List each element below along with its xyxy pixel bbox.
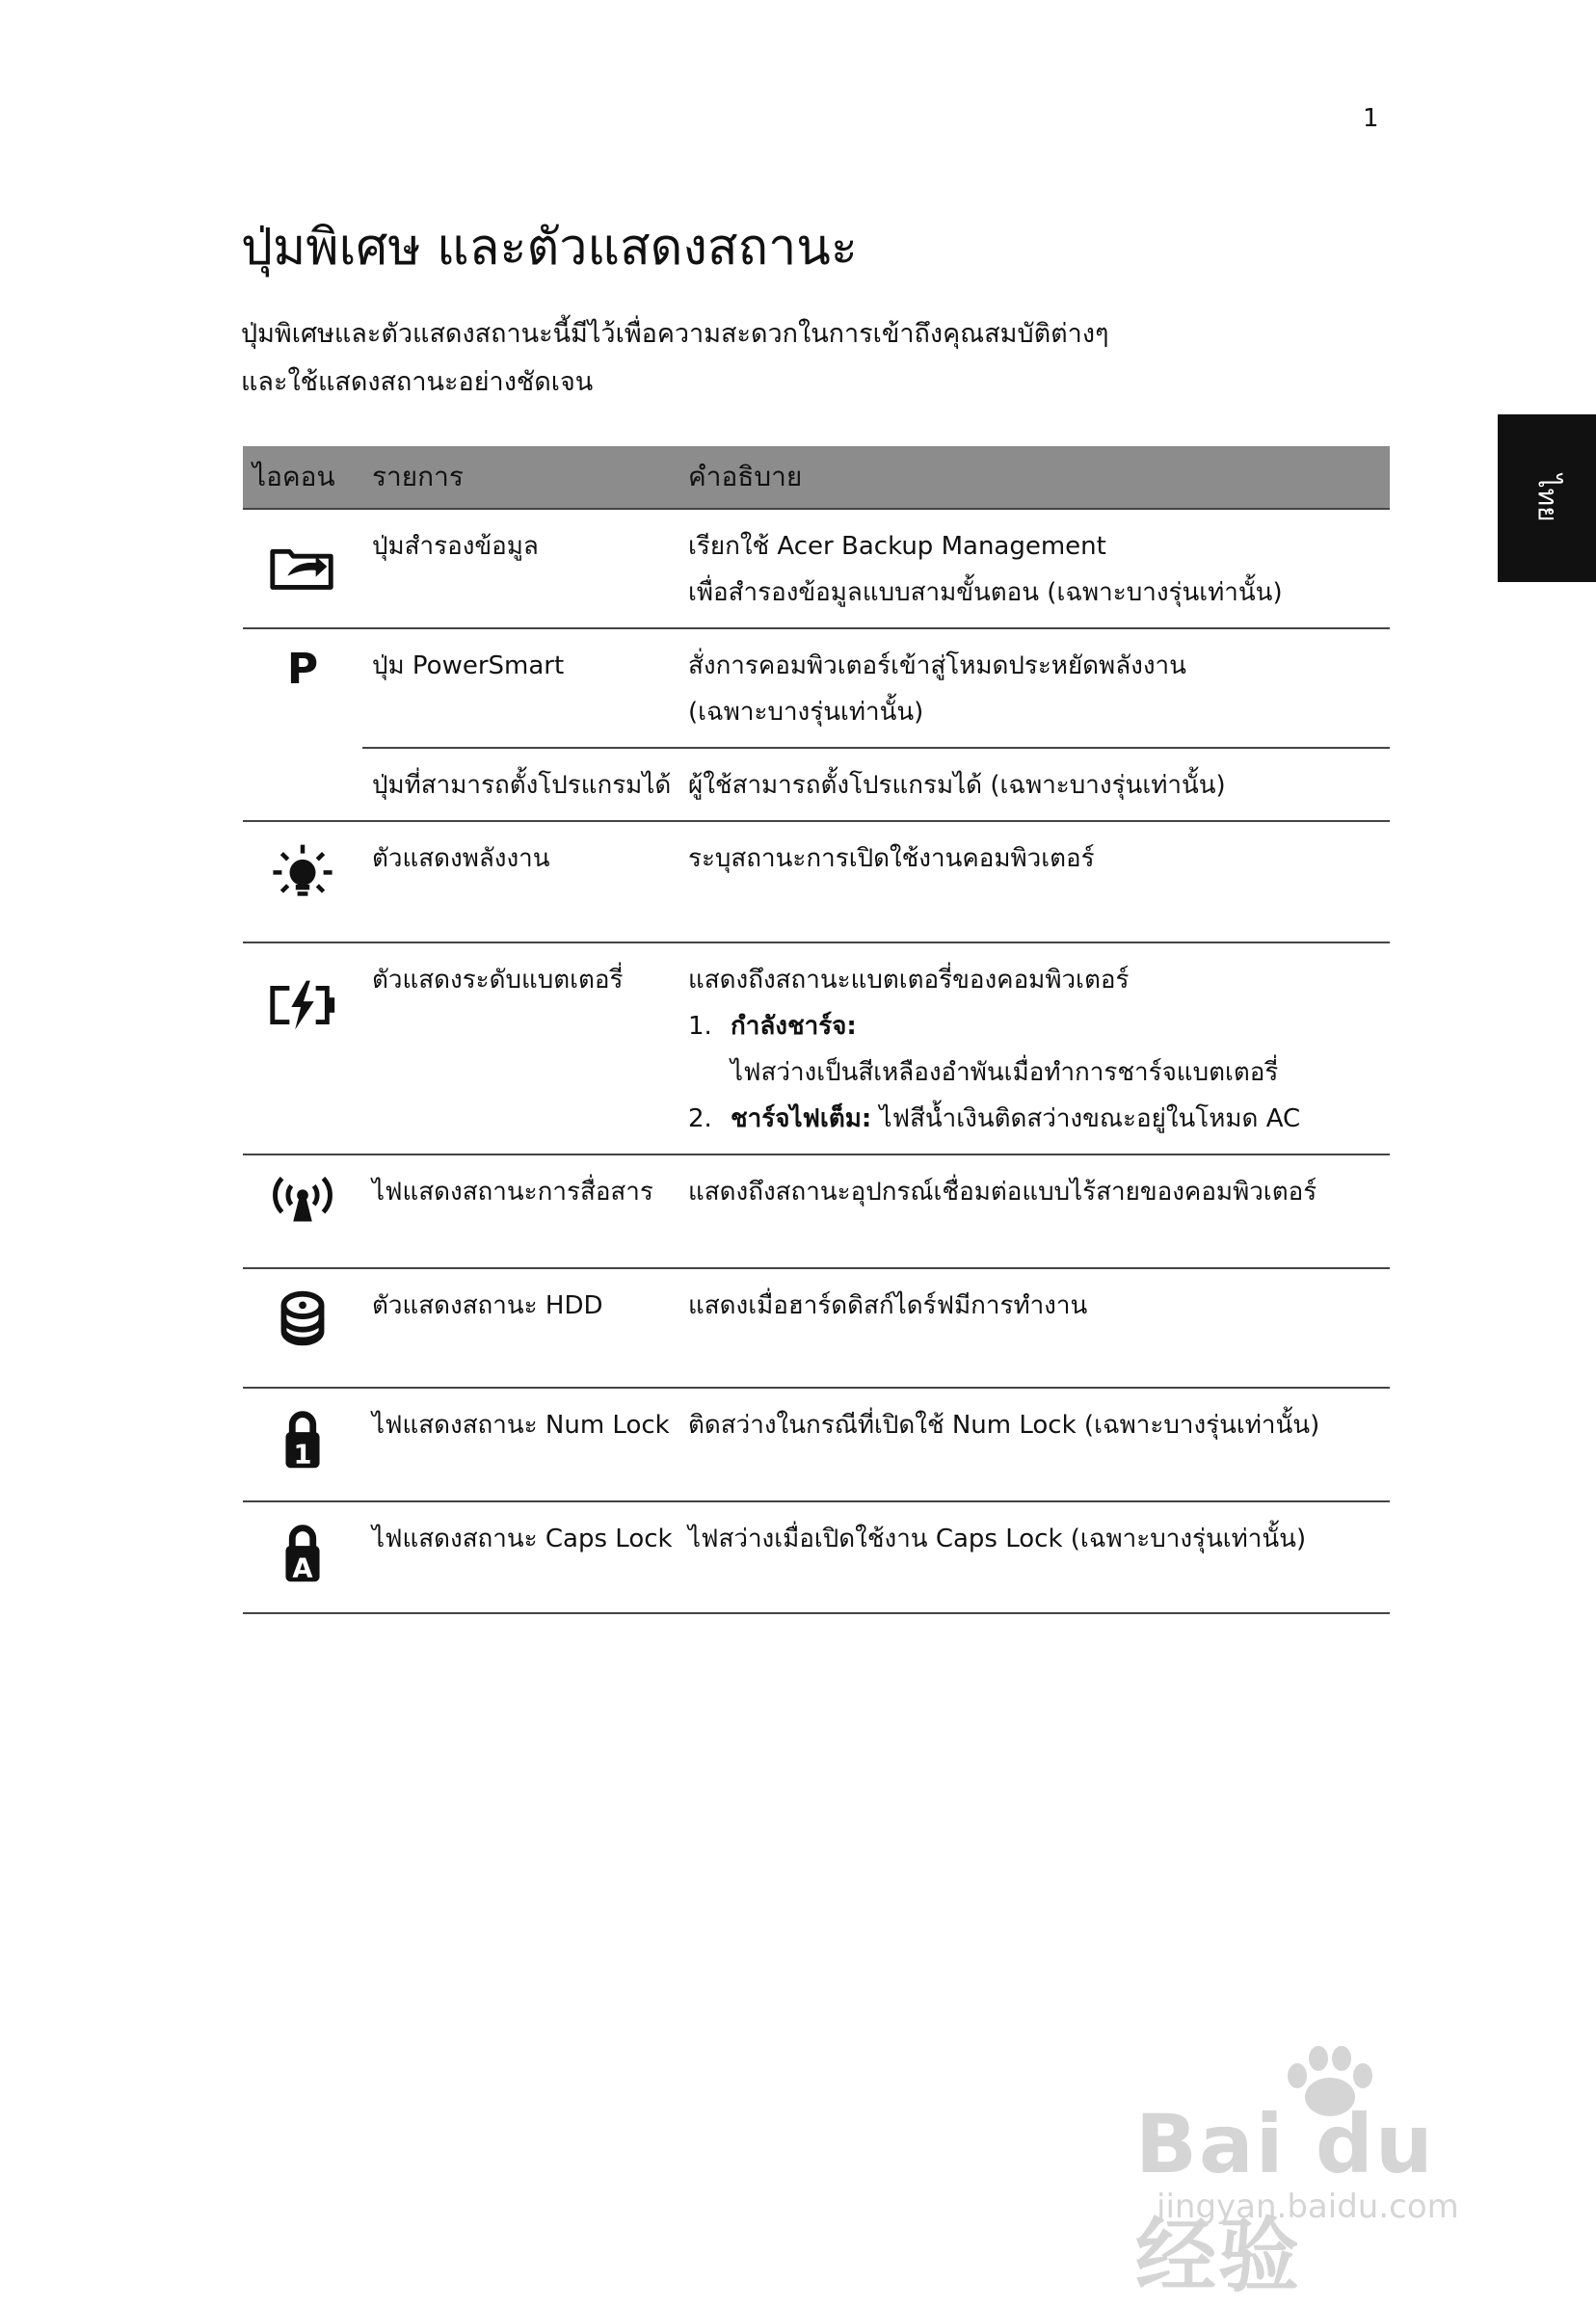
item-label: ปุ่ม PowerSmart bbox=[362, 628, 678, 748]
watermark-url: jingyan.baidu.com bbox=[1157, 2188, 1459, 2226]
battery-charging-icon bbox=[265, 970, 340, 1040]
intro-paragraph bbox=[241, 310, 1378, 407]
table-row bbox=[243, 509, 1390, 628]
list-label: ชาร์จไฟเต็ม: bbox=[731, 1104, 872, 1133]
header-description: คำอธิบาย bbox=[678, 446, 1390, 509]
description-line: ไฟสว่างเมื่อเปิดใช้งาน Caps Lock (เฉพาะบางรุ่นเท่านั้น) bbox=[678, 1501, 1390, 1613]
table-row bbox=[243, 1388, 1390, 1501]
description-line: สั่งการคอมพิวเตอร์เข้าสู่โหมดประหยัดพลังงาน bbox=[688, 651, 1186, 680]
page-number: 1 bbox=[1363, 104, 1379, 133]
table-row bbox=[243, 821, 1390, 942]
page-title: ปุ่มพิเศษ และตัวแสดงสถานะ bbox=[241, 219, 858, 277]
header-item: รายการ bbox=[362, 446, 678, 509]
table-row bbox=[243, 1154, 1390, 1268]
hdd-icon bbox=[265, 1285, 340, 1354]
indicator-table bbox=[243, 446, 1390, 1614]
powersmart-p-icon: P bbox=[286, 645, 319, 694]
table-row bbox=[243, 1268, 1390, 1388]
header-icon: ไอคอน bbox=[243, 446, 362, 509]
item-label: ไฟแสดงสถานะการสื่อสาร bbox=[362, 1154, 678, 1268]
item-label: ปุ่มที่สามารถตั้งโปรแกรมได้ bbox=[362, 748, 678, 821]
item-label: ตัวแสดงระดับแบตเตอรี่ bbox=[362, 942, 678, 1154]
item-label: ไฟแสดงสถานะ Num Lock bbox=[362, 1388, 678, 1501]
list-text: ไฟสีน้ำเงินติดสว่างขณะอยู่ในโหมด AC bbox=[871, 1104, 1301, 1133]
description-line: เพื่อสำรองข้อมูลแบบสามขั้นตอน (เฉพาะบางรุ่นเท่านั้น) bbox=[688, 578, 1283, 607]
table-row bbox=[243, 1501, 1390, 1613]
backup-icon bbox=[265, 529, 340, 598]
intro-line: และใช้แสดงสถานะอย่างชัดเจน bbox=[241, 367, 594, 397]
description-line: ติดสว่างในกรณีที่เปิดใช้ Num Lock (เฉพาะบางรุ่นเท่านั้น) bbox=[678, 1388, 1390, 1501]
description-line: แสดงถึงสถานะอุปกรณ์เชื่อมต่อแบบไร้สายของคอมพิวเตอร์ bbox=[678, 1154, 1390, 1268]
item-label: ปุ่มสำรองข้อมูล bbox=[362, 509, 678, 628]
item-label: ตัวแสดงสถานะ HDD bbox=[362, 1268, 678, 1388]
list-label: กำลังชาร์จ: bbox=[731, 1012, 857, 1041]
baidu-watermark bbox=[1118, 2043, 1542, 2303]
description-line: (เฉพาะบางรุ่นเท่านั้น) bbox=[688, 698, 924, 727]
caps-lock-icon bbox=[265, 1518, 340, 1587]
list-number: 1. bbox=[688, 1012, 712, 1041]
item-label: ตัวแสดงพลังงาน bbox=[362, 821, 678, 942]
intro-line: ปุ่มพิเศษและตัวแสดงสถานะนี้มีไว้เพื่อความสะดวกในการเข้าถึงคุณสมบัติต่างๆ bbox=[241, 319, 1109, 349]
description-line: ผู้ใช้สามารถตั้งโปรแกรมได้ (เฉพาะบางรุ่นเท่านั้น) bbox=[678, 748, 1390, 821]
table-row bbox=[243, 942, 1390, 1154]
list-number: 2. bbox=[688, 1104, 712, 1133]
list-item bbox=[688, 1096, 1380, 1142]
language-tab bbox=[1498, 414, 1596, 582]
description-line: แสดงเมื่อฮาร์ดดิสก์ไดร์ฟมีการทำงาน bbox=[678, 1268, 1390, 1388]
description-line: แสดงถึงสถานะแบตเตอรี่ของคอมพิวเตอร์ bbox=[688, 966, 1130, 995]
table-row bbox=[243, 628, 1390, 748]
item-label: ไฟแสดงสถานะ Caps Lock bbox=[362, 1501, 678, 1613]
language-tab-label: ไทย bbox=[1530, 474, 1563, 522]
caps-lock-glyph: A bbox=[292, 1553, 313, 1584]
num-lock-icon bbox=[265, 1404, 340, 1473]
table-header-row bbox=[243, 446, 1390, 509]
wireless-icon bbox=[265, 1169, 340, 1238]
table-row bbox=[243, 748, 1390, 821]
power-light-icon bbox=[265, 841, 340, 911]
description-line: ระบุสถานะการเปิดใช้งานคอมพิวเตอร์ bbox=[678, 821, 1390, 942]
list-item bbox=[688, 1003, 1380, 1049]
num-lock-glyph: 1 bbox=[293, 1440, 312, 1471]
description-line: เรียกใช้ Acer Backup Management bbox=[688, 532, 1106, 561]
description-line: ไฟสว่างเป็นสีเหลืองอำพันเมื่อทำการชาร์จแบตเตอรี่ bbox=[731, 1058, 1279, 1087]
watermark-brand: Bai du 经验 bbox=[1135, 2097, 1435, 2303]
